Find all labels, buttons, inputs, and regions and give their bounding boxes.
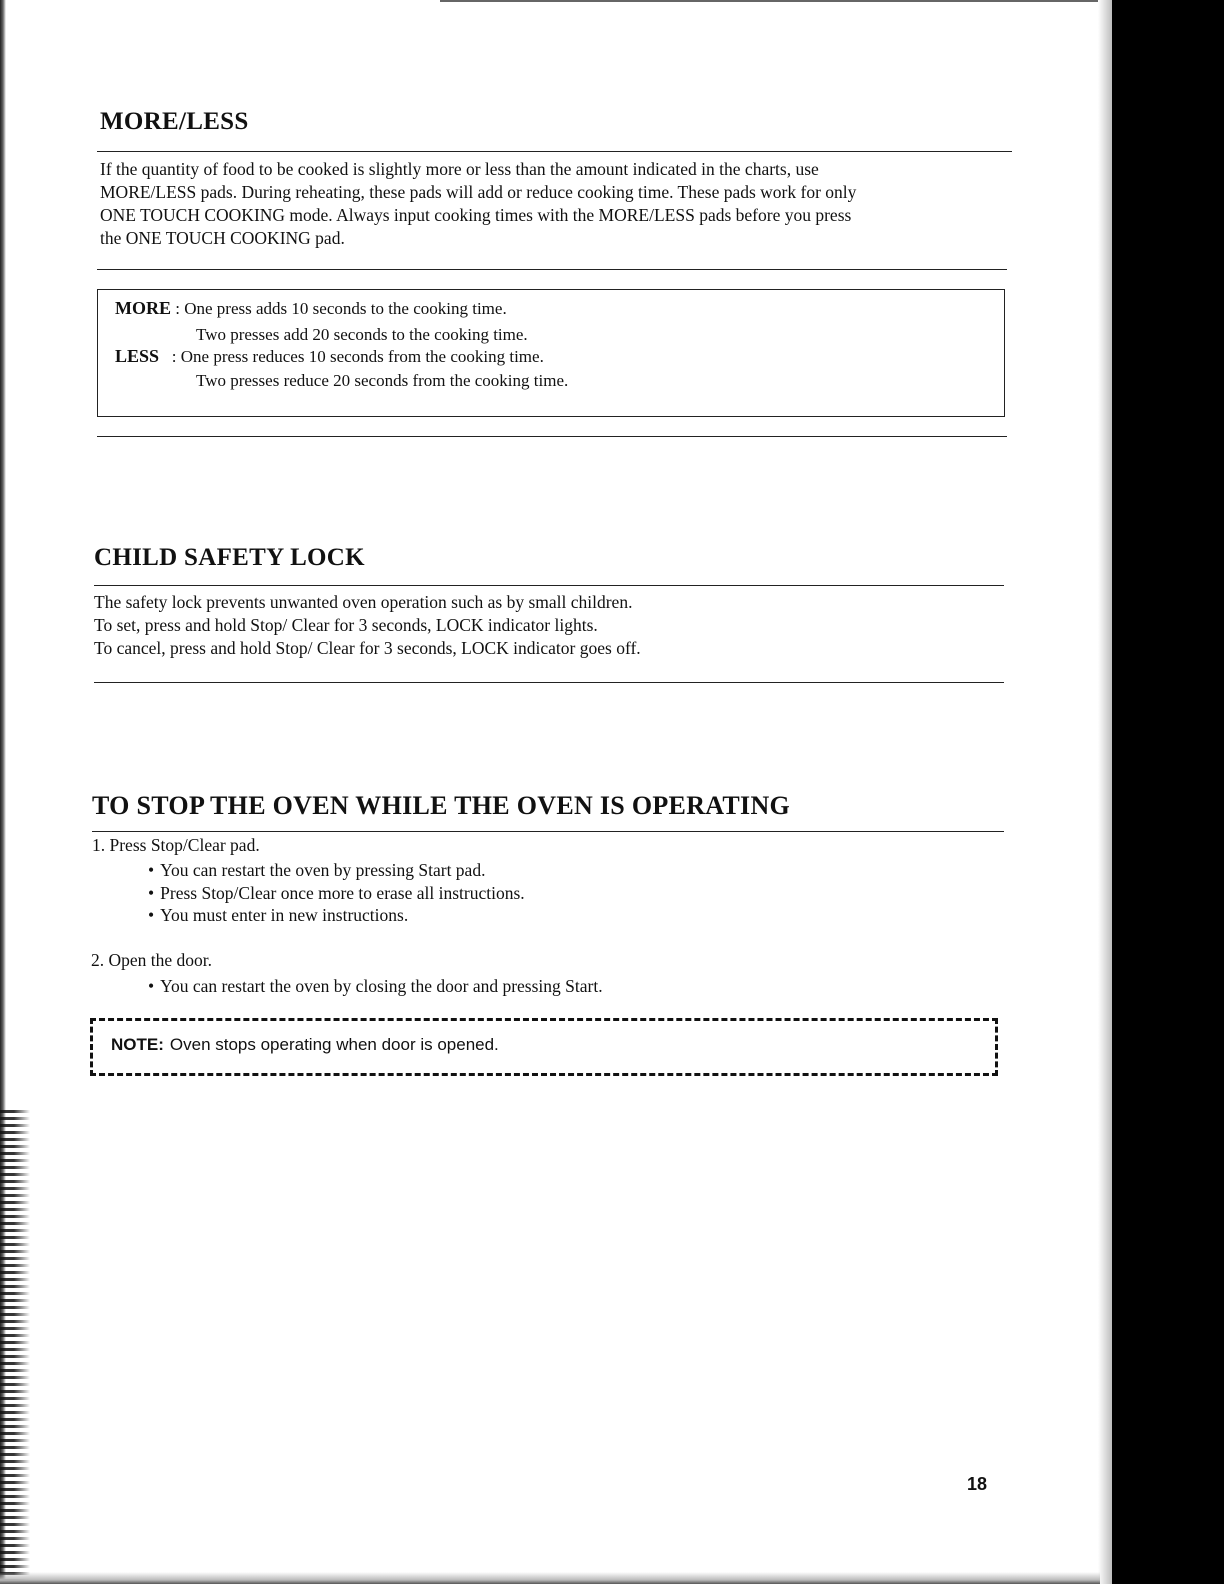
- step-2-bullet: • You can restart the oven by closing the door and pressing Start.: [148, 976, 603, 997]
- intro-line: If the quantity of food to be cooked is slightly more or less than the amount indicated in the charts, use: [100, 159, 819, 179]
- step-1-bullet: • Press Stop/Clear once more to erase all instructions.: [148, 883, 525, 904]
- more-line-1: One press adds 10 seconds to the cooking time.: [184, 299, 507, 318]
- less-line-2: Two presses reduce 20 seconds from the cooking time.: [196, 371, 569, 390]
- step-1-bullet: • You can restart the oven by pressing Start pad.: [148, 860, 485, 881]
- note-content: [111, 1035, 499, 1055]
- child-lock-line: To cancel, press and hold Stop/ Clear for 3 seconds, LOCK indicator goes off.: [94, 638, 641, 658]
- more-less-title: MORE/LESS: [100, 108, 249, 135]
- child-lock-line: To set, press and hold Stop/ Clear for 3 seconds, LOCK indicator lights.: [94, 615, 598, 635]
- step-1: 1. Press Stop/Clear pad.: [92, 835, 260, 855]
- less-line-1: One press reduces 10 seconds from the cooking time.: [180, 347, 544, 366]
- scan-top-edge: [440, 0, 1100, 2]
- note-box: [90, 1018, 998, 1076]
- less-row: LESS : One press reduces 10 seconds from the cooking time.: [115, 346, 544, 366]
- more-row: MORE : One press adds 10 seconds to the cooking time.: [115, 298, 507, 318]
- note-text: Oven stops operating when door is opened.: [169, 1035, 499, 1054]
- more-less-box: [97, 289, 1005, 417]
- page-number: 18: [967, 1474, 988, 1494]
- note-label: NOTE:: [111, 1035, 164, 1054]
- scan-right-shadow: [1112, 0, 1224, 1584]
- stop-oven-title: TO STOP THE OVEN WHILE THE OVEN IS OPERATING: [92, 791, 791, 820]
- child-lock-title-rule: [94, 585, 1004, 586]
- more-label: MORE: [115, 298, 171, 318]
- stop-oven-title-rule: [92, 831, 1004, 832]
- step-2: 2. Open the door.: [91, 950, 213, 970]
- more-less-lower-rule: [97, 436, 1007, 437]
- more-line-2: Two presses add 20 seconds to the cooking time.: [196, 325, 528, 344]
- child-lock-line: The safety lock prevents unwanted oven operation such as by small children.: [94, 592, 633, 612]
- scan-binding-marks: [0, 1110, 48, 1584]
- intro-line: the ONE TOUCH COOKING pad.: [100, 228, 345, 248]
- scan-bottom-edge: [0, 1572, 1100, 1584]
- child-lock-lower-rule: [94, 682, 1004, 683]
- child-lock-text: [94, 591, 641, 660]
- more-less-intro: [100, 158, 856, 250]
- intro-line: ONE TOUCH COOKING mode. Always input cooking times with the MORE/LESS pads before you press: [100, 205, 852, 225]
- more-less-title-rule: [97, 151, 1012, 152]
- more-less-upper-rule: [97, 269, 1007, 270]
- step-1-bullet: • You must enter in new instructions.: [148, 905, 408, 926]
- less-label: LESS: [115, 346, 160, 366]
- child-lock-title: CHILD SAFETY LOCK: [94, 544, 365, 571]
- intro-line: MORE/LESS pads. During reheating, these pads will add or reduce cooking time. These pads work for only: [100, 182, 857, 202]
